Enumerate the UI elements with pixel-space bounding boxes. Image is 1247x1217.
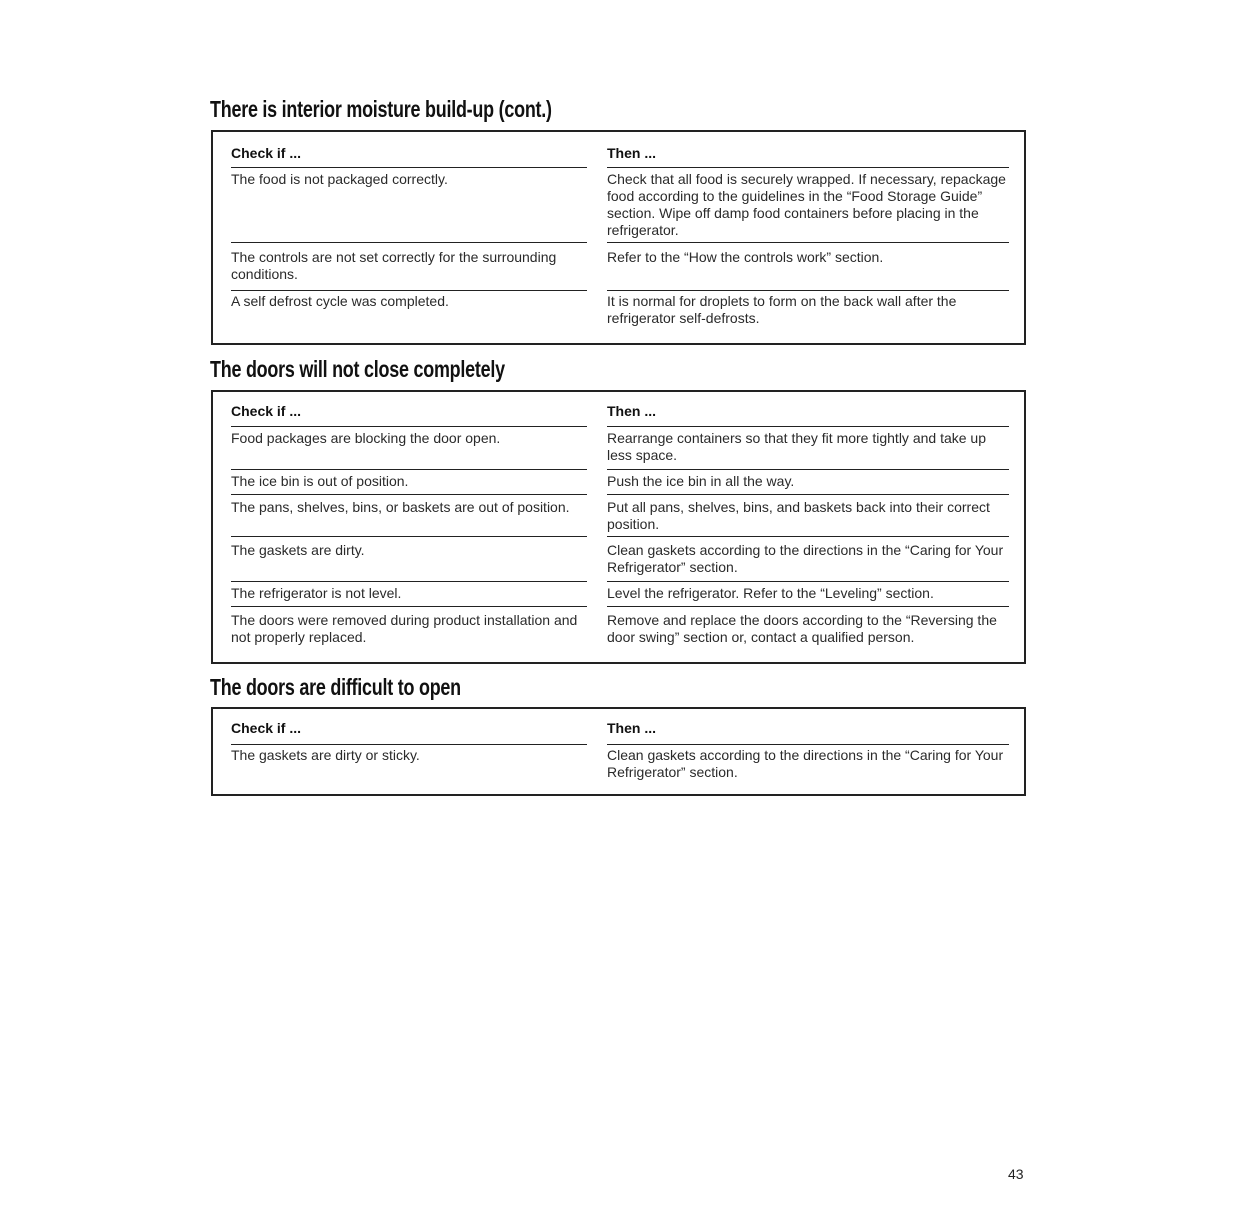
divider	[607, 494, 1009, 495]
table-row	[231, 585, 1006, 607]
table-row	[231, 293, 1006, 335]
check-cell: The controls are not set correctly for the surrounding conditions.	[231, 249, 557, 282]
divider	[231, 744, 587, 745]
divider	[607, 426, 1009, 427]
then-cell: Rearrange containers so that they fit more tightly and take up less space.	[607, 430, 986, 463]
check-if-header: Check if ...	[231, 720, 302, 736]
table-row	[231, 473, 1006, 495]
table-header	[231, 145, 1006, 168]
check-cell: The doors were removed during product installation and not properly replaced.	[231, 612, 578, 645]
divider	[231, 581, 587, 582]
divider	[231, 606, 587, 607]
check-cell: A self defrost cycle was completed.	[231, 293, 449, 309]
troubleshooting-table-moisture	[211, 130, 1026, 345]
divider	[607, 167, 1009, 168]
check-cell: The ice bin is out of position.	[231, 473, 409, 489]
check-if-header: Check if ...	[231, 403, 302, 419]
check-cell: The pans, shelves, bins, or baskets are out of position.	[231, 499, 570, 515]
divider	[231, 536, 587, 537]
then-cell: Push the ice bin in all the way.	[607, 473, 795, 489]
then-cell: Level the refrigerator. Refer to the “Leveling” section.	[607, 585, 934, 601]
table-header	[231, 720, 1006, 745]
table-row	[231, 542, 1006, 582]
check-cell: The refrigerator is not level.	[231, 585, 402, 601]
then-cell: Put all pans, shelves, bins, and baskets back into their correct position.	[607, 499, 990, 532]
divider	[231, 290, 587, 291]
then-cell: Remove and replace the doors according to the “Reversing the door swing” section or, contact a qualified person.	[607, 612, 997, 645]
divider	[607, 606, 1009, 607]
table-row	[231, 499, 1006, 537]
check-cell: The gaskets are dirty or sticky.	[231, 747, 420, 763]
table-row	[231, 612, 1006, 652]
divider	[231, 494, 587, 495]
divider	[607, 469, 1009, 470]
divider	[231, 167, 587, 168]
divider	[607, 290, 1009, 291]
divider	[607, 242, 1009, 243]
then-header: Then ...	[607, 403, 656, 419]
divider	[231, 242, 587, 243]
troubleshooting-table-doors-not-close	[211, 390, 1026, 664]
divider	[607, 581, 1009, 582]
divider	[231, 426, 587, 427]
table-row	[231, 747, 1006, 787]
section-title-doors-difficult: The doors are difficult to open	[210, 674, 461, 700]
page-number: 43	[1008, 1166, 1024, 1182]
section-title-doors-not-close: The doors will not close completely	[210, 356, 505, 382]
then-cell: Clean gaskets according to the directions in the “Caring for Your Refrigerator” section.	[607, 747, 1004, 780]
then-header: Then ...	[607, 720, 656, 736]
table-row	[231, 430, 1006, 470]
table-header	[231, 403, 1006, 427]
table-row	[231, 249, 1006, 291]
divider	[607, 744, 1009, 745]
then-cell: It is normal for droplets to form on the back wall after the refrigerator self-defrosts.	[607, 293, 957, 326]
section-title-moisture: There is interior moisture build-up (cont.)	[210, 96, 552, 122]
then-cell: Refer to the “How the controls work” section.	[607, 249, 884, 265]
then-header: Then ...	[607, 145, 656, 161]
troubleshooting-table-doors-difficult	[211, 707, 1026, 796]
check-cell: The gaskets are dirty.	[231, 542, 365, 558]
check-cell: Food packages are blocking the door open.	[231, 430, 501, 446]
divider	[231, 469, 587, 470]
then-cell: Clean gaskets according to the directions in the “Caring for Your Refrigerator” section.	[607, 542, 1004, 575]
check-cell: The food is not packaged correctly.	[231, 171, 448, 187]
then-cell: Check that all food is securely wrapped. If necessary, repackage food according to the guidelines in the “Food Storage Guide” section. Wipe off damp food containers before placing in the refrigerator.	[607, 171, 1006, 238]
divider	[607, 536, 1009, 537]
check-if-header: Check if ...	[231, 145, 302, 161]
table-row	[231, 171, 1006, 243]
